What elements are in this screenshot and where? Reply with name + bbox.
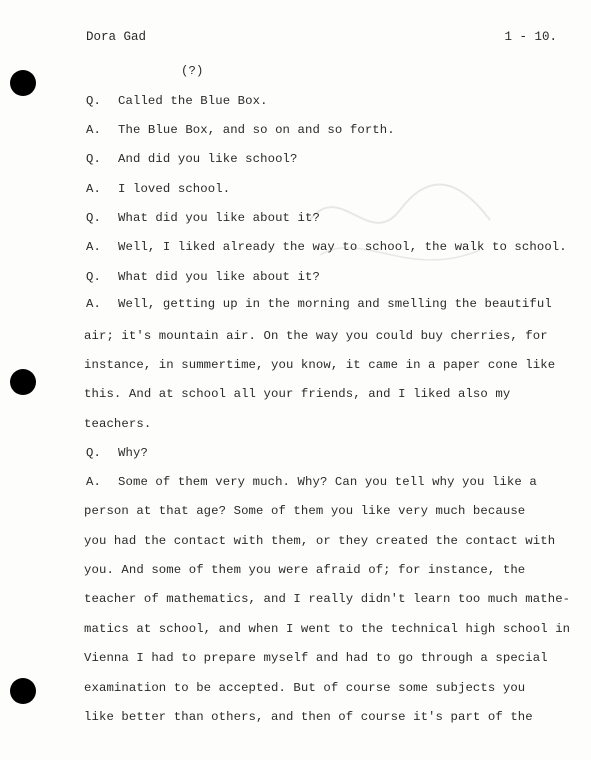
- transcript-line: [181, 64, 203, 78]
- speaker-label: A.: [86, 182, 101, 196]
- line-text: Called the Blue Box.: [118, 94, 268, 108]
- line-text: The Blue Box, and so on and so forth.: [118, 123, 395, 137]
- line-text: like better than others, and then of course it's part of the: [84, 710, 533, 724]
- transcript-line: [86, 211, 320, 225]
- line-text: air; it's mountain air. On the way you could buy cherries, for: [84, 329, 548, 343]
- transcript-line: [84, 592, 570, 606]
- transcript-line: [86, 182, 230, 196]
- transcript-line: [84, 504, 525, 518]
- transcript-line: [86, 240, 567, 254]
- line-text: matics at school, and when I went to the technical high school in: [84, 622, 571, 636]
- transcript-line: [84, 358, 555, 372]
- line-text: What did you like about it?: [118, 270, 320, 284]
- line-text: I loved school.: [118, 182, 231, 196]
- interviewee-name: Dora Gad: [86, 30, 147, 44]
- speaker-label: Q.: [86, 270, 101, 284]
- faded-watermark-scribble: [300, 160, 500, 290]
- transcript-line: [84, 651, 548, 665]
- speaker-label: Q.: [86, 211, 101, 225]
- transcript-line: [86, 446, 148, 460]
- line-text: you had the contact with them, or they created the contact with: [84, 534, 556, 548]
- transcript-line: [84, 710, 533, 724]
- line-text: teacher of mathematics, and I really didn't learn too much mathe-: [84, 592, 571, 606]
- transcript-line: [84, 563, 525, 577]
- speaker-label: Q.: [86, 446, 101, 460]
- transcript-line: [86, 270, 320, 284]
- line-text: And did you like school?: [118, 152, 298, 166]
- speaker-label: A.: [86, 123, 101, 137]
- transcript-line: [86, 297, 552, 311]
- transcript-line: [84, 387, 510, 401]
- punch-hole: [10, 70, 36, 96]
- punch-hole: [10, 369, 36, 395]
- line-text: you. And some of them you were afraid of; for instance, the: [84, 563, 526, 577]
- line-text: What did you like about it?: [118, 211, 320, 225]
- line-text: (?): [181, 64, 204, 78]
- transcript-line: [84, 534, 555, 548]
- transcript-line: [86, 94, 268, 108]
- transcript-line: [86, 152, 298, 166]
- line-text: Some of them very much. Why? Can you tell why you like a: [118, 475, 537, 489]
- transcript-line: [84, 329, 548, 343]
- page-number: 1 - 10.: [504, 30, 557, 44]
- line-text: Well, getting up in the morning and smelling the beautiful: [118, 297, 552, 311]
- transcript-line: [84, 417, 151, 431]
- speaker-label: A.: [86, 475, 101, 489]
- line-text: examination to be accepted. But of course some subjects you: [84, 681, 526, 695]
- punch-hole: [10, 678, 36, 704]
- line-text: Why?: [118, 446, 148, 460]
- line-text: person at that age? Some of them you like very much because: [84, 504, 526, 518]
- line-text: teachers.: [84, 417, 152, 431]
- transcript-line: [84, 681, 525, 695]
- line-text: this. And at school all your friends, and I liked also my: [84, 387, 511, 401]
- line-text: Vienna I had to prepare myself and had to go through a special: [84, 651, 548, 665]
- speaker-label: A.: [86, 297, 101, 311]
- line-text: Well, I liked already the way to school, the walk to school.: [118, 240, 567, 254]
- transcript-line: [84, 622, 570, 636]
- line-text: instance, in summertime, you know, it came in a paper cone like: [84, 358, 556, 372]
- speaker-label: A.: [86, 240, 101, 254]
- transcript-line: [86, 123, 395, 137]
- speaker-label: Q.: [86, 152, 101, 166]
- speaker-label: Q.: [86, 94, 101, 108]
- page-header: [86, 30, 557, 44]
- transcript-line: [86, 475, 537, 489]
